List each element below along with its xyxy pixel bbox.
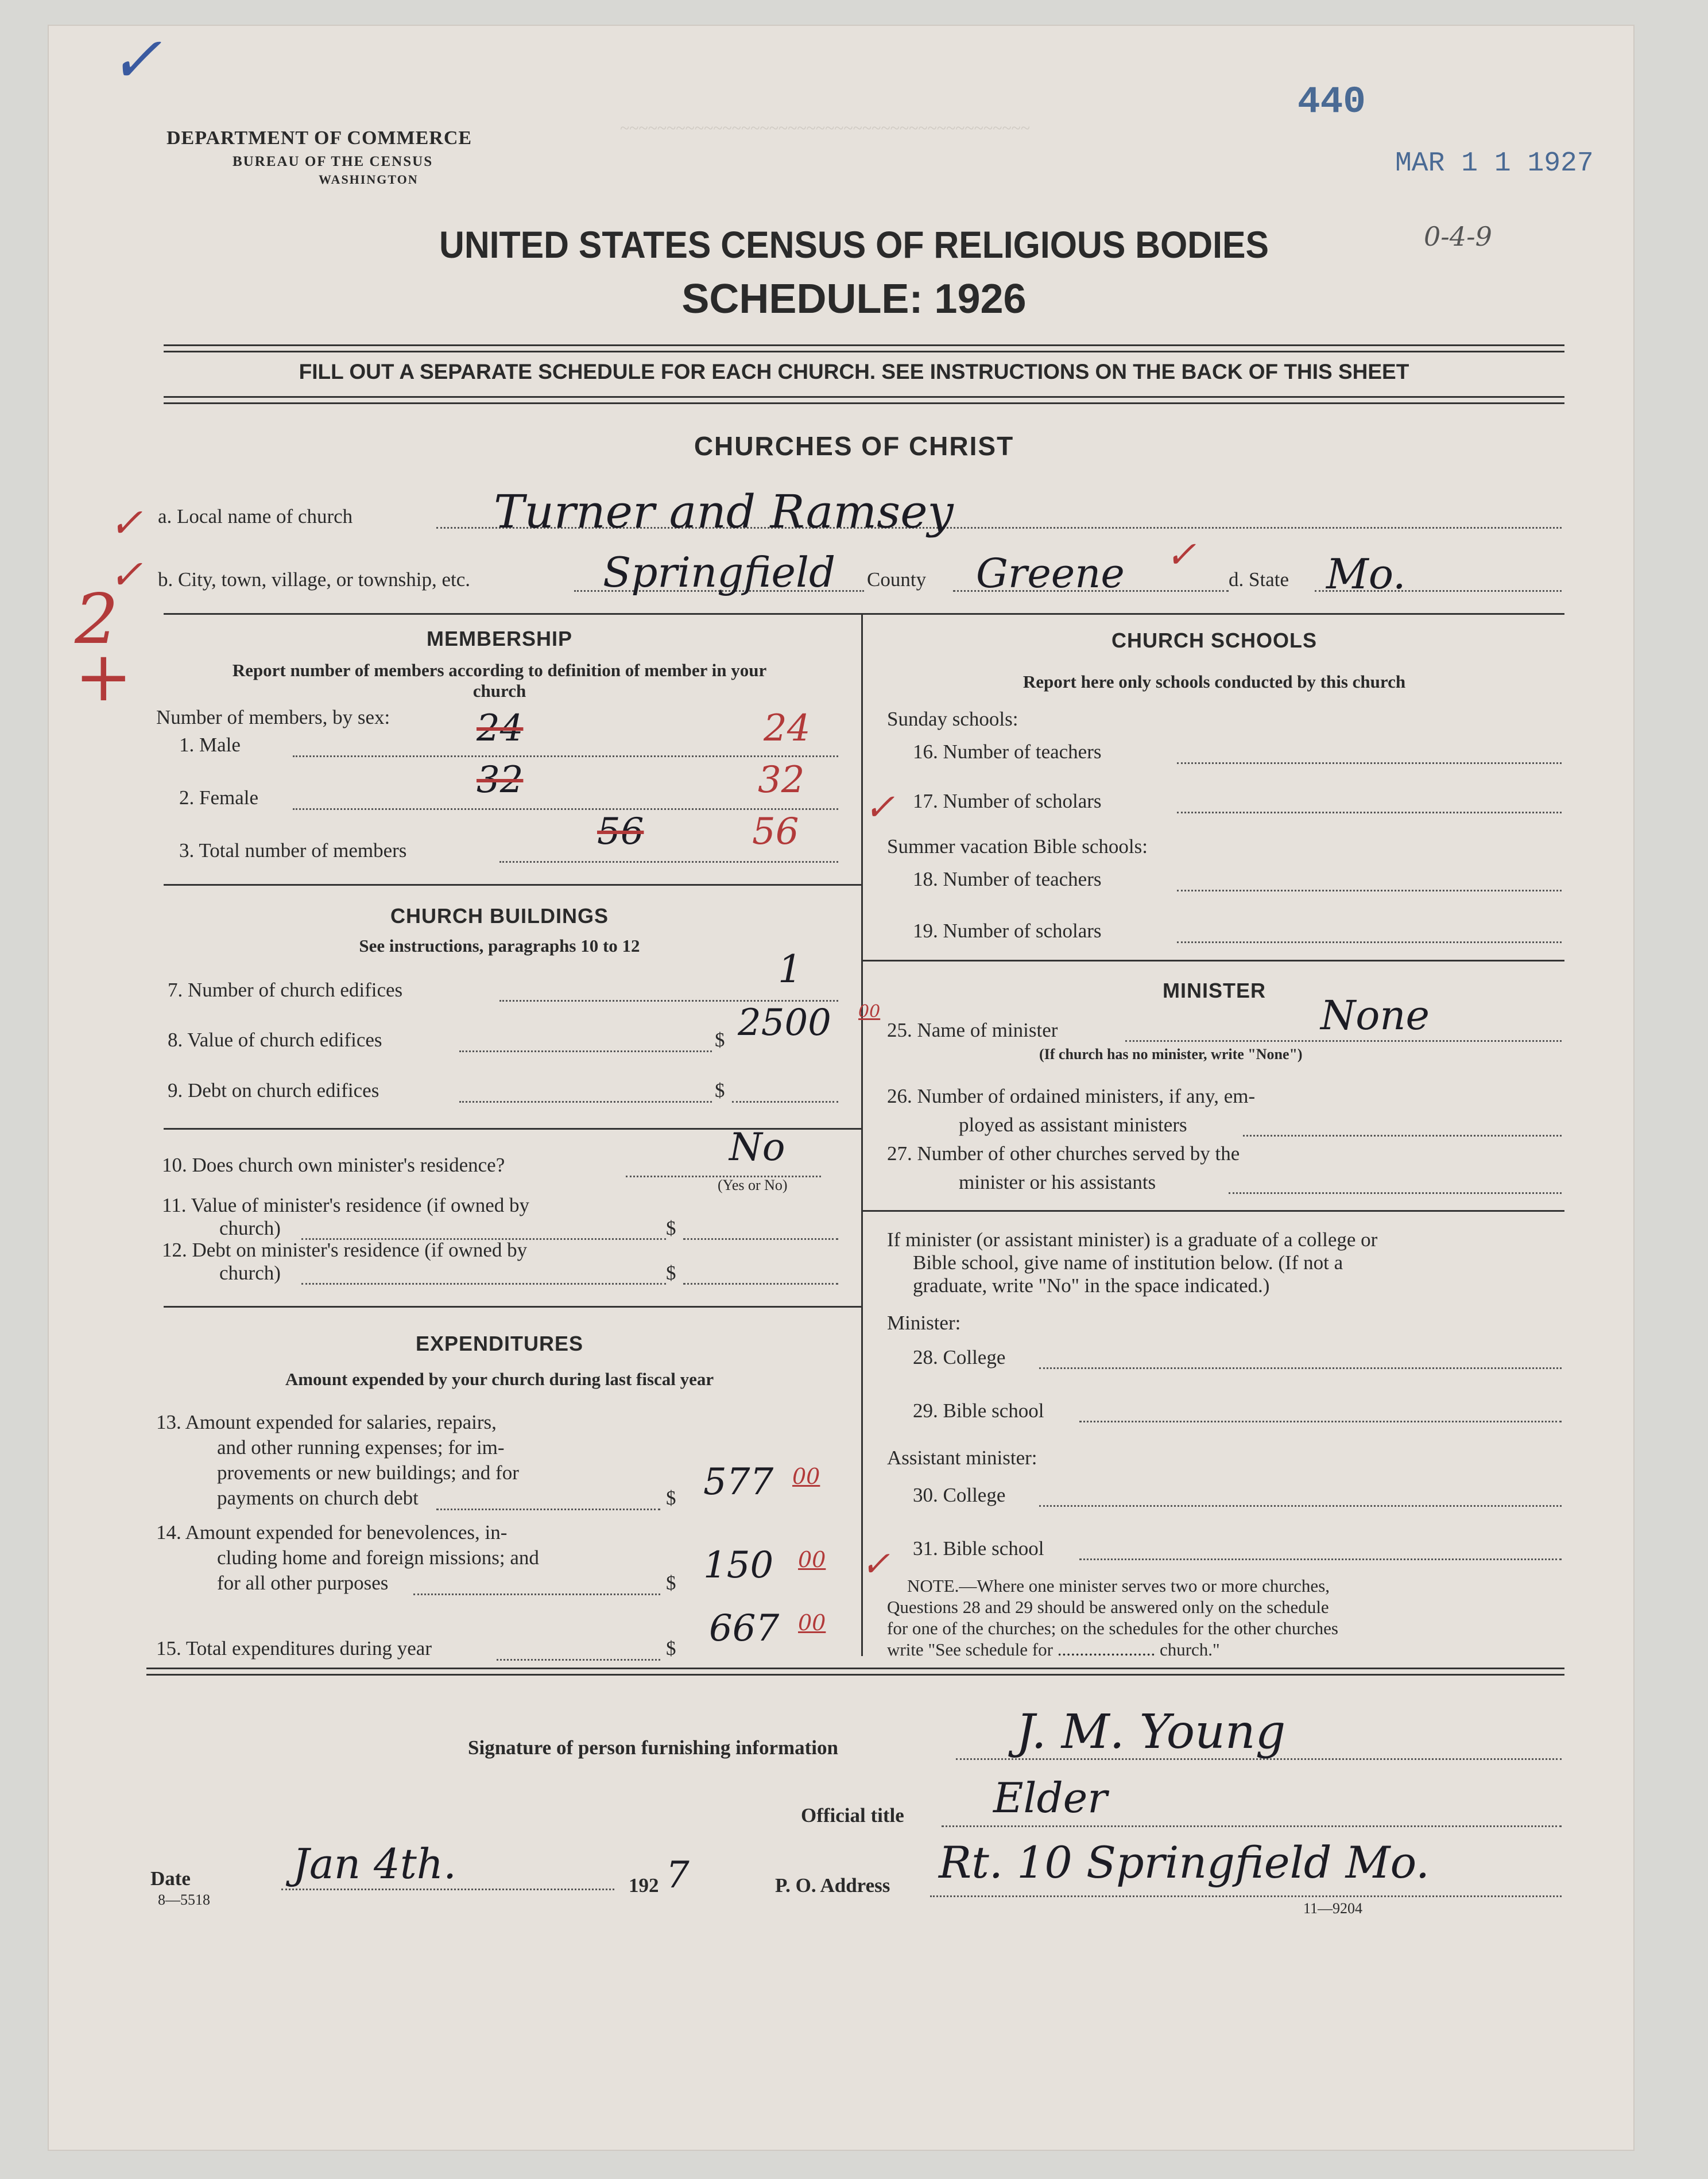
church-edifices-debt-label: 9. Debt on church edifices <box>168 1079 379 1102</box>
dollar-sign: $ <box>666 1262 676 1284</box>
total-expenditures-value[interactable]: 667 <box>709 1607 780 1650</box>
summer-scholars-label: 19. Number of scholars <box>913 920 1102 942</box>
stamp-number: 440 <box>1298 80 1366 123</box>
minister-name-label: 25. Name of minister <box>887 1019 1058 1041</box>
church-edifices-value[interactable]: 2500 <box>738 1002 831 1044</box>
expenditures-heading: EXPENDITURES <box>415 1332 584 1355</box>
male-value[interactable]: 24 <box>477 707 524 750</box>
church-edifices-debt-field[interactable] <box>732 1101 838 1103</box>
minister-bible-school-label: 29. Bible school <box>913 1399 1044 1422</box>
residence-value-label: 11. Value of minister's residence (if owned by <box>162 1194 530 1216</box>
female-value[interactable]: 32 <box>477 759 524 801</box>
county-value[interactable]: Greene <box>976 550 1125 597</box>
minister-education-label: Minister: <box>887 1312 961 1334</box>
note-line-2: Questions 28 and 29 should be answered only on the schedule <box>887 1597 1329 1617</box>
yes-no-hint: (Yes or No) <box>718 1177 788 1193</box>
year-prefix: 192 <box>629 1874 659 1897</box>
assistant-bible-school-label: 31. Bible school <box>913 1537 1044 1560</box>
running-expenses-value[interactable]: 577 <box>703 1461 774 1503</box>
church-edifices-count-value[interactable]: 1 <box>778 947 802 991</box>
male-label: 1. Male <box>179 734 241 756</box>
assistant-college-field[interactable] <box>1039 1505 1562 1507</box>
note-line-4: write "See schedule for ...................... church." <box>887 1639 1220 1660</box>
church-schools-heading: CHURCH SCHOOLS <box>1111 629 1317 652</box>
minister-name-line <box>1125 1040 1562 1042</box>
other-churches-label-2: minister or his assistants <box>959 1171 1156 1193</box>
sunday-schools-label: Sunday schools: <box>887 708 1018 730</box>
summer-teachers-field[interactable] <box>1177 890 1562 891</box>
benevolences-line <box>413 1593 660 1595</box>
minister-college-field[interactable] <box>1039 1367 1562 1369</box>
running-expenses-label-3: provements or new buildings; and for <box>217 1461 519 1484</box>
church-edifices-value-label: 8. Value of church edifices <box>168 1029 382 1051</box>
church-schools-subheading: Report here only schools conducted by this church <box>1023 672 1406 692</box>
signature-label: Signature of person furnishing information <box>468 1736 838 1759</box>
minister-name-hint: (If church has no minister, write "None") <box>1039 1046 1303 1063</box>
note-line-3: for one of the churches; on the schedules for the other churches <box>887 1618 1338 1638</box>
total-members-line <box>499 861 838 863</box>
assistant-ministers-label-1: 26. Number of ordained ministers, if any, em- <box>887 1085 1256 1107</box>
running-expenses-line <box>436 1509 660 1510</box>
sunday-scholars-label: 17. Number of scholars <box>913 790 1102 812</box>
graduate-instructions-3: graduate, write "No" in the space indicated.) <box>913 1274 1270 1297</box>
residence-debt-label-cont: church) <box>219 1262 281 1284</box>
state-label: d. State <box>1229 568 1289 591</box>
city-value[interactable]: Springfield <box>603 548 836 596</box>
graduate-instructions-1: If minister (or assistant minister) is a graduate of a college or <box>887 1228 1378 1251</box>
date-value[interactable]: Jan 4th. <box>293 1840 457 1888</box>
church-edifices-value-line <box>459 1050 712 1052</box>
dollar-sign: $ <box>666 1572 676 1594</box>
minister-college-label: 28. College <box>913 1346 1006 1368</box>
residence-debt-label: 12. Debt on minister's residence (if owned by <box>162 1239 528 1261</box>
file-code: 0-4-9 <box>1424 221 1492 252</box>
sunday-teachers-label: 16. Number of teachers <box>913 740 1102 763</box>
summer-schools-label: Summer vacation Bible schools: <box>887 835 1148 858</box>
total-expenditures-line <box>497 1659 660 1661</box>
department-label: DEPARTMENT OF COMMERCE <box>166 127 472 149</box>
po-address-value[interactable]: Rt. 10 Springfield Mo. <box>939 1837 1430 1888</box>
membership-subheading: Report number of members according to definition of member in your church <box>232 660 767 701</box>
po-address-line <box>930 1895 1562 1897</box>
sunday-teachers-field[interactable] <box>1177 762 1562 764</box>
divider <box>164 1306 861 1308</box>
divider <box>861 960 1564 961</box>
separate-schedule-instruction: FILL OUT A SEPARATE SCHEDULE FOR EACH CHURCH. SEE INSTRUCTIONS ON THE BACK OF THIS SHEET <box>299 360 1409 383</box>
benevolences-value[interactable]: 150 <box>703 1544 774 1587</box>
note-line-1: NOTE.—Where one minister serves two or more churches, <box>907 1576 1330 1596</box>
city-label: b. City, town, village, or township, etc. <box>158 568 471 591</box>
running-expenses-cents: 00 <box>792 1464 820 1489</box>
date-line <box>281 1889 614 1890</box>
church-edifices-cents: 00 <box>858 1002 881 1022</box>
total-members-value[interactable]: 56 <box>597 811 644 853</box>
sunday-scholars-field[interactable] <box>1177 812 1562 813</box>
church-buildings-subheading: See instructions, paragraphs 10 to 12 <box>359 936 640 956</box>
minister-heading: MINISTER <box>1162 979 1266 1002</box>
assistant-college-label: 30. College <box>913 1484 1006 1506</box>
minister-name-value[interactable]: None <box>1320 992 1430 1039</box>
received-date-stamp: MAR 1 1 1927 <box>1395 148 1594 179</box>
print-number: 11—9204 <box>1303 1900 1363 1917</box>
church-edifices-count-label: 7. Number of church edifices <box>168 979 403 1001</box>
divider <box>164 884 861 886</box>
residence-debt-line <box>301 1283 666 1285</box>
state-value[interactable]: Mo. <box>1326 550 1406 598</box>
residence-value-field[interactable] <box>683 1238 838 1240</box>
divider <box>146 1668 1564 1676</box>
checkmark-annotation: ✓ <box>861 1544 890 1584</box>
dollar-sign: $ <box>666 1637 676 1660</box>
margin-annotation: 2 + <box>75 580 133 717</box>
total-members-label: 3. Total number of members <box>179 839 407 862</box>
official-title-label: Official title <box>801 1804 904 1827</box>
summer-teachers-label: 18. Number of teachers <box>913 868 1102 890</box>
divider <box>164 613 1564 615</box>
church-buildings-heading: CHURCH BUILDINGS <box>390 904 609 928</box>
denomination-heading: CHURCHES OF CHRIST <box>694 431 1014 461</box>
checkmark-annotation: ✓ <box>109 23 162 96</box>
dollar-sign: $ <box>715 1079 725 1102</box>
other-churches-field[interactable] <box>1229 1192 1562 1194</box>
benevolences-label-2: cluding home and foreign missions; and <box>217 1546 539 1569</box>
male-line <box>293 755 838 757</box>
running-expenses-label-4: payments on church debt <box>217 1487 419 1509</box>
year-digit[interactable]: 7 <box>666 1854 690 1897</box>
summer-scholars-field[interactable] <box>1177 941 1562 943</box>
residence-debt-field[interactable] <box>683 1283 838 1285</box>
schedule-year: SCHEDULE: 1926 <box>681 276 1027 322</box>
church-edifices-debt-line <box>459 1101 712 1103</box>
residence-value-label-cont: church) <box>219 1217 281 1239</box>
official-title-value[interactable]: Elder <box>993 1774 1107 1822</box>
female-line <box>293 808 838 810</box>
minister-bible-school-field[interactable] <box>1079 1421 1562 1422</box>
date-label: Date <box>150 1867 191 1890</box>
divider <box>164 344 1564 352</box>
bleed-through-text: ~~~~~~~~~~~~~~~~~~~~~~~~~~~~~~~~~~~~~~~~~~~~ <box>620 119 1031 138</box>
checkmark-annotation: ✓ <box>1165 534 1196 576</box>
divider <box>861 1210 1564 1212</box>
official-title-line <box>942 1825 1562 1827</box>
washington-label: WASHINGTON <box>319 172 419 187</box>
male-corrected-value: 24 <box>764 707 811 750</box>
benevolences-label-1: 14. Amount expended for benevolences, in- <box>156 1521 508 1544</box>
total-expenditures-cents: 00 <box>798 1610 826 1635</box>
signature-value[interactable]: J. M. Young <box>1016 1705 1286 1759</box>
divider <box>164 396 1564 404</box>
checkmark-annotation: ✓ <box>109 551 143 598</box>
po-address-label: P. O. Address <box>775 1874 890 1897</box>
local-name-label: a. Local name of church <box>158 505 353 528</box>
dollar-sign: $ <box>715 1029 725 1051</box>
female-corrected-value: 32 <box>758 759 805 801</box>
local-name-value[interactable]: Turner and Ramsey <box>494 485 954 538</box>
assistant-ministers-field[interactable] <box>1243 1135 1562 1137</box>
dollar-sign: $ <box>666 1217 676 1239</box>
checkmark-annotation: ✓ <box>864 786 895 829</box>
assistant-bible-school-field[interactable] <box>1079 1558 1562 1560</box>
total-expenditures-label: 15. Total expenditures during year <box>156 1637 432 1660</box>
membership-heading: MEMBERSHIP <box>426 627 573 650</box>
bureau-label: BUREAU OF THE CENSUS <box>233 154 433 169</box>
column-divider <box>861 614 863 1656</box>
assistant-education-label: Assistant minister: <box>887 1447 1037 1469</box>
running-expenses-label-2: and other running expenses; for im- <box>217 1436 505 1459</box>
female-label: 2. Female <box>179 786 259 809</box>
owns-residence-value[interactable]: No <box>729 1125 785 1169</box>
assistant-ministers-label-2: ployed as assistant ministers <box>959 1114 1187 1136</box>
members-by-sex-label: Number of members, by sex: <box>156 706 390 728</box>
benevolences-label-3: for all other purposes <box>217 1572 389 1594</box>
form-number: 8—5518 <box>158 1891 210 1908</box>
owns-residence-label: 10. Does church own minister's residence? <box>162 1154 505 1176</box>
other-churches-label-1: 27. Number of other churches served by the <box>887 1142 1240 1165</box>
graduate-instructions-2: Bible school, give name of institution below. (If not a <box>913 1251 1343 1274</box>
benevolences-cents: 00 <box>798 1547 826 1572</box>
form-title: UNITED STATES CENSUS OF RELIGIOUS BODIES <box>439 223 1269 266</box>
county-label: County <box>867 568 927 591</box>
checkmark-annotation: ✓ <box>109 499 143 546</box>
total-members-corrected-value: 56 <box>752 811 799 853</box>
dollar-sign: $ <box>666 1487 676 1509</box>
running-expenses-label-1: 13. Amount expended for salaries, repairs, <box>156 1411 497 1433</box>
expenditures-subheading: Amount expended by your church during last fiscal year <box>285 1369 714 1389</box>
